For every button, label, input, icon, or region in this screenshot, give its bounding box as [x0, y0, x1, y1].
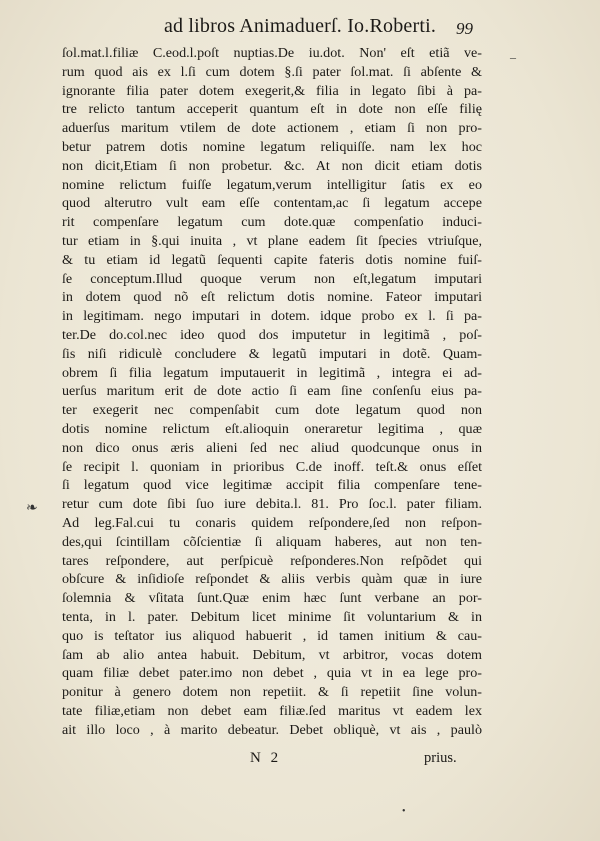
text-line: tares reſpondere, aut perſpicuè reſponderes.Non reſpõdet qui — [62, 552, 482, 569]
text-line: quam filiæ debet pater.imo non debet , quia vt in ea lege pro- — [62, 665, 482, 682]
text-line: ponitur à genero dotem non repetiit. & ſi repetiit ſine volun- — [62, 684, 482, 701]
text-line: rit compenſare legatum cum dote.quæ compenſatio induci- — [62, 214, 482, 231]
text-line: nomine relictum fuiſſe legatum,verum intelligitur ſatis ex eo — [62, 176, 482, 193]
text-line: ſi legatum quod vice legitimæ accipit filia compenſare tene- — [62, 477, 482, 494]
text-line: in dotem quod nõ eſt relictum dotis nomine. Fateor imputari — [62, 289, 482, 306]
text-line: ſam ab alio antea habuit. Debitum, vt arbitror, vocas dotem — [62, 646, 482, 663]
body-text — [62, 44, 482, 739]
text-line: quod alterutro vult eam eſſe contentam,ac ſi legatum accepe — [62, 195, 482, 212]
text-line: & tu etiam id legatũ ſequenti capite fateris dotis nomine fuiſ- — [62, 251, 482, 268]
text-line: rum quod ais ex l.ſi cum dotem §.ſi pater ſol.mat. ſi abſente & — [62, 63, 482, 80]
margin-dash-mark: – — [510, 50, 516, 64]
text-line: ſolemnia & vſitata ſunt.Quæ enim hæc ſunt verbane an por- — [62, 590, 482, 607]
text-line: ſe recipit l. quoniam in prioribus C.de inoff. teſt.& onus eſſet — [62, 458, 482, 475]
text-line: tur etiam in §.qui inuita , vt plane eadem ſit ſpecies vtriuſque, — [62, 232, 482, 249]
text-line: betur patrem dotis nomine legatum reliquiſſe. nam lex hoc — [62, 138, 482, 155]
text-line: Ad leg.Fal.cui tu conaris quidem reſpondere,ſed non reſpon- — [62, 514, 482, 531]
text-line: obſcure & inſidioſe reſpondet & aliis verbis quàm quæ in iure — [62, 571, 482, 588]
text-line: tenta, in l. pater. Debitum licet minime ſit voluntarium & in — [62, 608, 482, 625]
text-line: tate filiæ,etiam non debet eam filiæ.ſed maritus vt eadem lex — [62, 702, 482, 719]
text-line: non dicit,Etiam ſi non probetur. &c. At non dicit etiam dotis — [62, 157, 482, 174]
text-line: des,qui ſcintillam cõſcientiæ ſi aliquam haberes, aut non ten- — [62, 533, 482, 550]
catchword: prius. — [424, 750, 457, 766]
text-line: uerſus maritum erit de dote actio ſi eam ſine conſenſu eius pa- — [62, 383, 482, 400]
text-line: aduerſus maritum vtilem de dote actionem , etiam ſi non pro- — [62, 120, 482, 137]
text-line: quo is teſtator ius aliquod habuerit , id tamen initium & cau- — [62, 627, 482, 644]
text-line: dotis nomine relictum eſt.alioquin oneraretur legitima , quæ — [62, 420, 482, 437]
text-line: ter exegerit nec compenſabit cum dote legatum quod non — [62, 402, 482, 419]
text-line: obrem ſi filia legatum imputauerit in legitimã , integra ei ad- — [62, 364, 482, 381]
running-head: ad libros Animaduerſ. Io.Roberti. — [163, 15, 437, 37]
margin-pointer-mark: ❧ — [26, 501, 38, 516]
text-line: ignorante filia pater dotem exegerit,& filia in legato ſibi à pa- — [62, 82, 482, 99]
text-line: ſol.mat.l.filiæ C.eod.l.poſt nuptias.De iu.dot. Non' eſt etiã ve- — [62, 45, 482, 61]
bottom-dot-mark: • — [402, 806, 406, 817]
text-line: ſe conceptum.Illud quoque verum non eſt,legatum imputari — [62, 270, 482, 287]
text-line: ait illo loco , à marito debeatur. Debet obliquè, vt ais , paulò — [62, 721, 482, 738]
text-line: retur cum dote ſibi ſuo iure debita.l. 81. Pro ſoc.l. pater filiam. — [62, 496, 482, 513]
page-number: 99 — [456, 19, 473, 38]
text-line: tre relicto tantum acceperit quantum eſt in dote non eſſe filię — [62, 101, 482, 118]
text-line: ter.De do.col.nec ideo quod dos imputetur in legitimã , poſ- — [62, 326, 482, 343]
text-line: in legitimam. nego imputari in dotem. idque probo ex l. ſi pa- — [62, 308, 482, 325]
signature-mark: N 2 — [250, 750, 282, 766]
text-line: ſis niſi ridiculè concludere & legatũ imputari in dotẽ. Quam- — [62, 345, 482, 362]
text-line: non dico onus æris alieni ſed nec aliud quodcunque onus in — [62, 439, 482, 456]
